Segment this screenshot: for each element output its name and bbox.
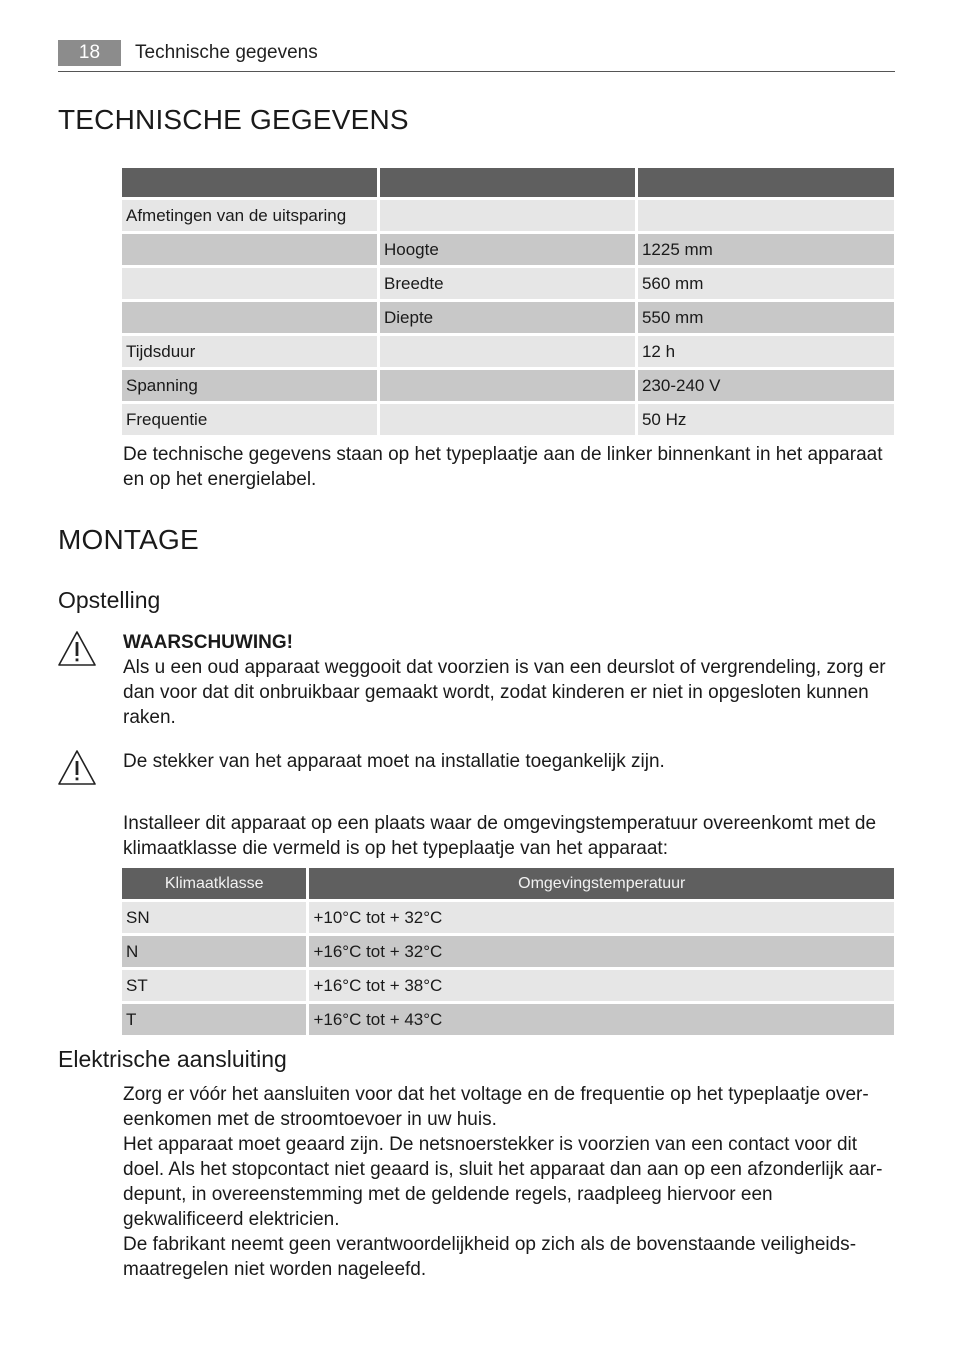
elektrisch-paragraph: De fabrikant neemt geen verantwoordelijkheid op zich als de bovenstaande veiligheidsmaatregelen niet worden nageleefd. [123, 1234, 857, 1280]
tech-note: De technische gegevens staan op het typeplaatje aan de linker binnenkant in het apparaat en op het energielabel. [123, 444, 883, 490]
table-cell: 550 mm [638, 302, 894, 333]
warning-title: WAARSCHUWING! [123, 632, 293, 653]
table-cell: 230-240 V [638, 370, 894, 401]
table-row [122, 234, 894, 265]
table-cell: Breedte [380, 268, 635, 299]
table-row [122, 200, 894, 231]
table-header-cell [638, 168, 894, 197]
running-section-title: Technische gegevens [135, 42, 318, 63]
table-cell: +16°C tot + 43°C [309, 1004, 894, 1035]
table-row [122, 970, 894, 1001]
table-cell [122, 234, 377, 265]
table-row [122, 936, 894, 967]
climate-class-table [119, 865, 897, 1038]
table-cell: Frequentie [122, 404, 377, 435]
table-cell: 50 Hz [638, 404, 894, 435]
page-header [58, 40, 895, 72]
elektrisch-body [123, 1082, 898, 1282]
table-cell: Hoogte [380, 234, 635, 265]
table-cell [380, 404, 635, 435]
warning-text: Als u een oud apparaat weggooit dat voorzien is van een deurslot of vergrendeling, zorg er dan voor dat dit onbruikbaar gemaakt wordt, zodat kinderen er niet in opgesloten kunnen raken. [123, 657, 886, 728]
table-header-row [122, 868, 894, 899]
table-header-cell: Omgevingstemperatuur [309, 868, 894, 899]
table-row [122, 370, 894, 401]
table-row [122, 1004, 894, 1035]
table-cell: +16°C tot + 38°C [309, 970, 894, 1001]
page-number: 18 [58, 40, 121, 66]
opstelling-title: Opstelling [58, 587, 161, 613]
table-cell: Diepte [380, 302, 635, 333]
table-cell: 12 h [638, 336, 894, 367]
table-row [122, 902, 894, 933]
elektrisch-paragraph: Het apparaat moet geaard zijn. De netsnoerstekker is voorzien van een contact voor dit doel. Als het stopcontact niet geaard is, sluit het apparaat dan aan op een afzonderlijk aardepunt, in overeenstemming met de geldende regels, raadpleeg hiervoor een gekwalificeerd elektricien. [123, 1134, 883, 1230]
elektrisch-paragraph: Zorg er vóór het aansluiten voor dat het voltage en de frequentie op het typeplaatje overeenkomen met de stroomtoevoer in uw huis. [123, 1084, 869, 1130]
warning-block [123, 630, 898, 730]
table-cell: 1225 mm [638, 234, 894, 265]
table-cell [122, 268, 377, 299]
table-cell: ST [122, 970, 306, 1001]
table-cell [380, 370, 635, 401]
table-cell [638, 200, 894, 231]
table-cell [380, 336, 635, 367]
table-header-cell [122, 168, 377, 197]
table-cell: T [122, 1004, 306, 1035]
install-text: Installeer dit apparaat op een plaats waar de omgevingstemperatuur overeenkomt met de klimaatklasse die vermeld is op het typeplaatje van het apparaat: [123, 813, 877, 859]
warning-triangle-icon [57, 630, 97, 668]
table-cell: +16°C tot + 32°C [309, 936, 894, 967]
table-cell [380, 200, 635, 231]
table-cell: 560 mm [638, 268, 894, 299]
elektrisch-title: Elektrische aansluiting [58, 1046, 287, 1072]
montage-title: MONTAGE [58, 524, 199, 555]
table-cell: Afmetingen van de uitsparing [122, 200, 377, 231]
table-cell: N [122, 936, 306, 967]
table-cell [122, 302, 377, 333]
table-row [122, 404, 894, 435]
tech-title: TECHNISCHE GEGEVENS [58, 104, 409, 135]
table-row [122, 336, 894, 367]
table-cell: Tijdsduur [122, 336, 377, 367]
table-cell: Spanning [122, 370, 377, 401]
warning-triangle-icon [57, 749, 97, 787]
table-header-cell: Klimaatklasse [122, 868, 306, 899]
table-header-cell [380, 168, 635, 197]
table-row [122, 268, 894, 299]
tech-specs-table [119, 165, 897, 438]
table-row [122, 302, 894, 333]
table-header-row [122, 168, 894, 197]
caution-text: De stekker van het apparaat moet na installatie toegankelijk zijn. [123, 751, 665, 772]
table-cell: SN [122, 902, 306, 933]
table-cell: +10°C tot + 32°C [309, 902, 894, 933]
